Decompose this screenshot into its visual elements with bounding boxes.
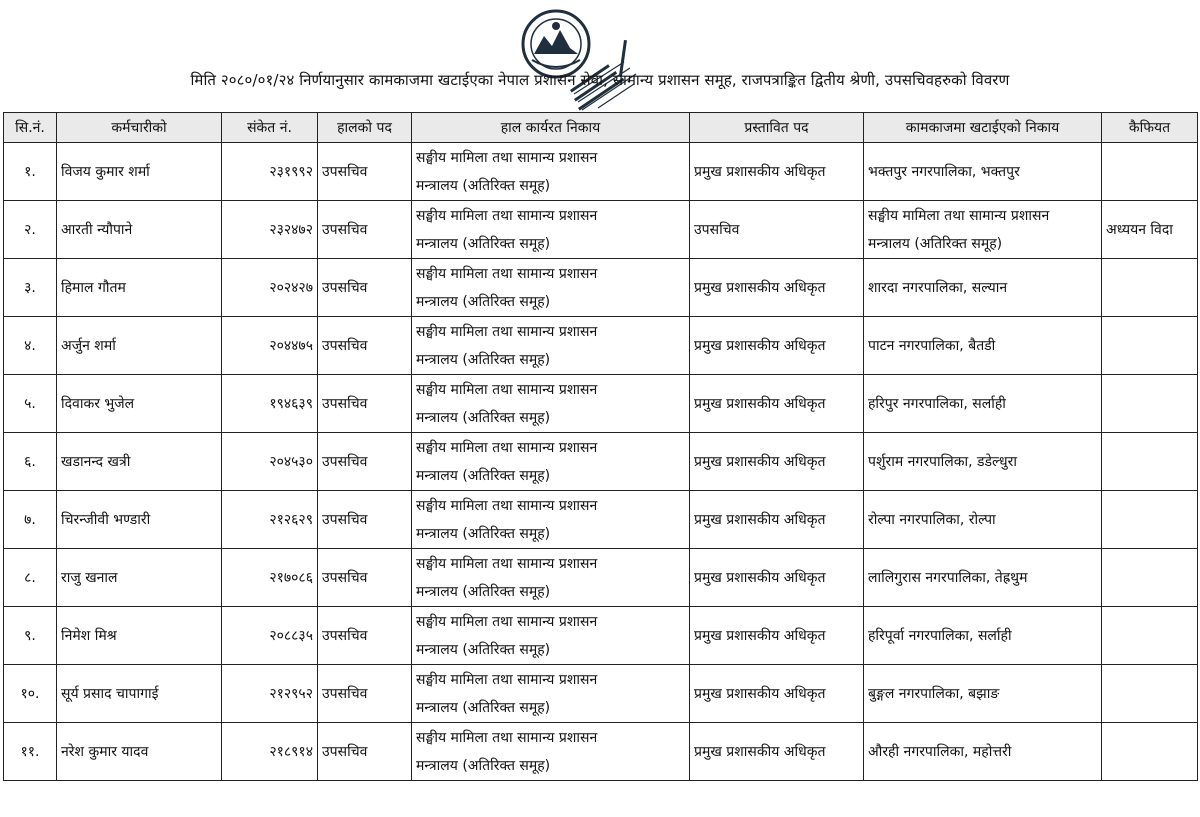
- assigned-line-1: भक्तपुर नगरपालिका, भक्तपुर: [868, 163, 1020, 180]
- cell-code: २०४४७५: [222, 317, 318, 375]
- cell-assigned-office: [864, 259, 1102, 317]
- cell-serial: १०.: [4, 665, 57, 723]
- table-row: [4, 375, 1198, 433]
- cell-employee-name: आरती न्यौपाने: [57, 201, 222, 259]
- office-line-1: सङ्घीय मामिला तथा सामान्य प्रशासन: [416, 671, 598, 688]
- cell-current-office: [412, 317, 690, 375]
- cell-assigned-office: [864, 317, 1102, 375]
- cell-code: २३१९९२: [222, 143, 318, 201]
- assigned-line-1: पाटन नगरपालिका, बैतडी: [868, 337, 996, 354]
- cell-current-office: [412, 201, 690, 259]
- cell-code: २०४५३०: [222, 433, 318, 491]
- cell-proposed-post: प्रमुख प्रशासकीय अधिकृत: [690, 433, 864, 491]
- cell-current-post: उपसचिव: [318, 375, 412, 433]
- cell-employee-name: सूर्य प्रसाद चापागाई: [57, 665, 222, 723]
- table-row: [4, 607, 1198, 665]
- cell-serial: ८.: [4, 549, 57, 607]
- table-row: [4, 201, 1198, 259]
- office-line-1: सङ्घीय मामिला तथा सामान्य प्रशासन: [416, 381, 598, 398]
- office-line-1: सङ्घीय मामिला तथा सामान्य प्रशासन: [416, 555, 598, 572]
- cell-serial: ११.: [4, 723, 57, 781]
- cell-code: २३२४७२: [222, 201, 318, 259]
- cell-remarks: [1102, 723, 1198, 781]
- cell-current-office: [412, 143, 690, 201]
- cell-assigned-office: [864, 201, 1102, 259]
- cell-code: २१२९५२: [222, 665, 318, 723]
- cell-assigned-office: [864, 665, 1102, 723]
- cell-current-office: [412, 433, 690, 491]
- cell-assigned-office: [864, 375, 1102, 433]
- cell-employee-name: हिमाल गौतम: [57, 259, 222, 317]
- office-line-2: मन्त्रालय (अतिरिक्त समूह): [416, 235, 551, 252]
- cell-current-post: उपसचिव: [318, 723, 412, 781]
- cell-assigned-office: [864, 607, 1102, 665]
- cell-remarks: [1102, 549, 1198, 607]
- office-line-1: सङ्घीय मामिला तथा सामान्य प्रशासन: [416, 323, 598, 340]
- table-row: [4, 143, 1198, 201]
- cell-proposed-post: प्रमुख प्रशासकीय अधिकृत: [690, 259, 864, 317]
- cell-proposed-post: प्रमुख प्रशासकीय अधिकृत: [690, 143, 864, 201]
- cell-code: २१७०८६: [222, 549, 318, 607]
- office-line-1: सङ्घीय मामिला तथा सामान्य प्रशासन: [416, 439, 598, 456]
- cell-proposed-post: प्रमुख प्रशासकीय अधिकृत: [690, 607, 864, 665]
- assigned-line-1: औरही नगरपालिका, महोत्तरी: [868, 743, 1012, 760]
- office-line-2: मन्त्रालय (अतिरिक्त समूह): [416, 177, 551, 194]
- col-header-employee: कर्मचारीको: [57, 113, 222, 143]
- table-row: [4, 723, 1198, 781]
- cell-remarks: [1102, 375, 1198, 433]
- cell-current-post: उपसचिव: [318, 317, 412, 375]
- table-row: [4, 259, 1198, 317]
- cell-assigned-office: [864, 549, 1102, 607]
- table-header-row: [4, 113, 1198, 143]
- cell-assigned-office: [864, 723, 1102, 781]
- cell-remarks: [1102, 491, 1198, 549]
- cell-proposed-post: प्रमुख प्रशासकीय अधिकृत: [690, 665, 864, 723]
- cell-serial: ३.: [4, 259, 57, 317]
- cell-serial: ४.: [4, 317, 57, 375]
- cell-current-office: [412, 723, 690, 781]
- col-header-current-office: हाल कार्यरत निकाय: [412, 113, 690, 143]
- col-header-serial: सि.नं.: [4, 113, 57, 143]
- cell-assigned-office: [864, 433, 1102, 491]
- cell-current-post: उपसचिव: [318, 259, 412, 317]
- cell-remarks: [1102, 665, 1198, 723]
- cell-assigned-office: [864, 491, 1102, 549]
- table-row: [4, 317, 1198, 375]
- table-row: [4, 665, 1198, 723]
- col-header-remarks: कैफियत: [1102, 113, 1198, 143]
- col-header-code: संकेत नं.: [222, 113, 318, 143]
- cell-serial: ६.: [4, 433, 57, 491]
- cell-remarks: [1102, 607, 1198, 665]
- cell-code: २१२६२९: [222, 491, 318, 549]
- staff-assignment-table: [3, 112, 1198, 781]
- cell-remarks: [1102, 317, 1198, 375]
- cell-code: १९४६३९: [222, 375, 318, 433]
- cell-current-post: उपसचिव: [318, 201, 412, 259]
- document-title: मिति २०८०/०१/२४ निर्णयानुसार कामकाजमा खटाईएका नेपाल प्रशासन सेवा, सामान्य प्रशासन समूह, राजपत्राङ्कित द्वितीय श्रेणी, उपसचिवहरुको विवरण: [190, 71, 1010, 89]
- assigned-line-1: हरिपूर्वा नगरपालिका, सर्लाही: [868, 627, 1012, 644]
- cell-proposed-post: प्रमुख प्रशासकीय अधिकृत: [690, 723, 864, 781]
- cell-current-post: उपसचिव: [318, 143, 412, 201]
- cell-current-post: उपसचिव: [318, 433, 412, 491]
- cell-current-office: [412, 549, 690, 607]
- office-line-2: मन्त्रालय (अतिरिक्त समूह): [416, 525, 551, 542]
- col-header-assigned-office: कामकाजमा खटाईएको निकाय: [864, 113, 1102, 143]
- assigned-line-1: बुङ्गल नगरपालिका, बझाङ: [868, 685, 1000, 702]
- ministry-seal-stamp: [512, 2, 640, 120]
- assigned-line-1: शारदा नगरपालिका, सल्यान: [868, 279, 1008, 296]
- assigned-line-2: मन्त्रालय (अतिरिक्त समूह): [868, 235, 1003, 252]
- cell-current-post: उपसचिव: [318, 607, 412, 665]
- cell-code: २०८८३५: [222, 607, 318, 665]
- assigned-line-1: लालिगुरास नगरपालिका, तेह्रथुम: [868, 569, 1028, 586]
- cell-current-office: [412, 491, 690, 549]
- cell-employee-name: अर्जुन शर्मा: [57, 317, 222, 375]
- office-line-2: मन्त्रालय (अतिरिक्त समूह): [416, 409, 551, 426]
- cell-employee-name: राजु खनाल: [57, 549, 222, 607]
- cell-employee-name: दिवाकर भुजेल: [57, 375, 222, 433]
- table-row: [4, 549, 1198, 607]
- office-line-2: मन्त्रालय (अतिरिक्त समूह): [416, 757, 551, 774]
- assigned-line-1: पर्शुराम नगरपालिका, डडेल्धुरा: [868, 453, 1017, 470]
- cell-serial: ५.: [4, 375, 57, 433]
- cell-current-post: उपसचिव: [318, 549, 412, 607]
- cell-remarks: अध्ययन विदा: [1102, 201, 1198, 259]
- cell-proposed-post: प्रमुख प्रशासकीय अधिकृत: [690, 491, 864, 549]
- cell-remarks: [1102, 143, 1198, 201]
- office-line-2: मन्त्रालय (अतिरिक्त समूह): [416, 641, 551, 658]
- office-line-1: सङ्घीय मामिला तथा सामान्य प्रशासन: [416, 149, 598, 166]
- cell-remarks: [1102, 433, 1198, 491]
- cell-code: २०२४२७: [222, 259, 318, 317]
- cell-proposed-post: प्रमुख प्रशासकीय अधिकृत: [690, 375, 864, 433]
- cell-employee-name: निमेश मिश्र: [57, 607, 222, 665]
- cell-proposed-post: उपसचिव: [690, 201, 864, 259]
- cell-assigned-office: [864, 143, 1102, 201]
- assigned-line-1: हरिपुर नगरपालिका, सर्लाही: [868, 395, 1006, 412]
- cell-employee-name: चिरन्जीवी भण्डारी: [57, 491, 222, 549]
- table-row: [4, 433, 1198, 491]
- cell-proposed-post: प्रमुख प्रशासकीय अधिकृत: [690, 549, 864, 607]
- office-line-2: मन्त्रालय (अतिरिक्त समूह): [416, 699, 551, 716]
- office-line-1: सङ्घीय मामिला तथा सामान्य प्रशासन: [416, 265, 598, 282]
- office-line-2: मन्त्रालय (अतिरिक्त समूह): [416, 467, 551, 484]
- table-row: [4, 491, 1198, 549]
- cell-serial: २.: [4, 201, 57, 259]
- cell-current-office: [412, 375, 690, 433]
- office-line-1: सङ्घीय मामिला तथा सामान्य प्रशासन: [416, 729, 598, 746]
- cell-employee-name: खडानन्द खत्री: [57, 433, 222, 491]
- office-line-1: सङ्घीय मामिला तथा सामान्य प्रशासन: [416, 613, 598, 630]
- cell-serial: ९.: [4, 607, 57, 665]
- assigned-line-1: सङ्घीय मामिला तथा सामान्य प्रशासन: [868, 207, 1050, 224]
- cell-current-post: उपसचिव: [318, 665, 412, 723]
- office-line-1: सङ्घीय मामिला तथा सामान्य प्रशासन: [416, 207, 598, 224]
- office-line-2: मन्त्रालय (अतिरिक्त समूह): [416, 351, 551, 368]
- cell-serial: ७.: [4, 491, 57, 549]
- cell-proposed-post: प्रमुख प्रशासकीय अधिकृत: [690, 317, 864, 375]
- office-line-2: मन्त्रालय (अतिरिक्त समूह): [416, 583, 551, 600]
- cell-employee-name: नरेश कुमार यादव: [57, 723, 222, 781]
- cell-remarks: [1102, 259, 1198, 317]
- assigned-line-1: रोल्पा नगरपालिका, रोल्पा: [868, 511, 996, 528]
- col-header-proposed-post: प्रस्तावित पद: [690, 113, 864, 143]
- cell-code: २१८९१४: [222, 723, 318, 781]
- col-header-current-post: हालको पद: [318, 113, 412, 143]
- cell-current-office: [412, 259, 690, 317]
- office-line-2: मन्त्रालय (अतिरिक्त समूह): [416, 293, 551, 310]
- office-line-1: सङ्घीय मामिला तथा सामान्य प्रशासन: [416, 497, 598, 514]
- cell-current-office: [412, 665, 690, 723]
- cell-employee-name: विजय कुमार शर्मा: [57, 143, 222, 201]
- cell-current-post: उपसचिव: [318, 491, 412, 549]
- cell-serial: १.: [4, 143, 57, 201]
- cell-current-office: [412, 607, 690, 665]
